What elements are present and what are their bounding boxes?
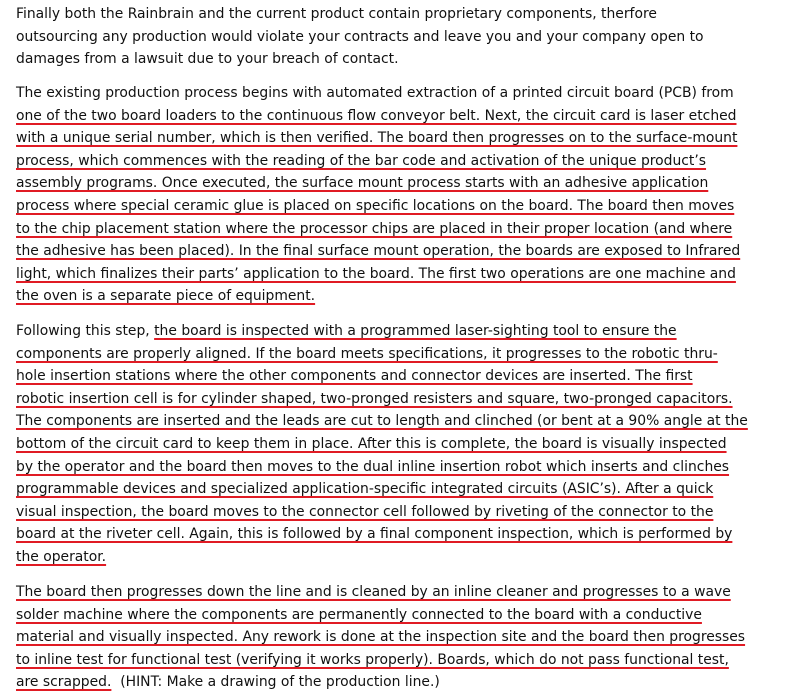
text-line bbox=[16, 105, 740, 128]
text-line bbox=[16, 285, 740, 308]
underlined-text: bottom of the circuit card to keep them in place. After this is complete, the board is visually inspected bbox=[16, 435, 727, 452]
underlined-text: The components are inserted and the leads are cut to length and clinched (or bent at a 90% angle at the bbox=[16, 413, 748, 430]
text-line bbox=[16, 456, 748, 479]
plain-text: damages from a lawsuit due to your breach of contact. bbox=[16, 51, 399, 68]
underlined-text: are scrapped. bbox=[16, 674, 112, 691]
text-line bbox=[16, 478, 748, 501]
underlined-text: to the chip placement station where the processor chips are placed in their proper location (and where bbox=[16, 220, 733, 237]
text-line bbox=[16, 433, 748, 456]
text-line bbox=[16, 581, 745, 604]
underlined-text: to inline test for functional test (verifying it works properly). Boards, which do not pass functional test, bbox=[16, 651, 729, 668]
underlined-text: process where special ceramic glue is placed on specific locations on the board. The board then moves bbox=[16, 197, 735, 214]
text-line bbox=[16, 604, 745, 627]
underlined-text: hole insertion stations where the other components and connector devices are inserted. The first bbox=[16, 368, 693, 385]
underlined-text: visual inspection, the board moves to the connector cell followed by riveting of the connector to the bbox=[16, 503, 714, 520]
underlined-text: light, which finalizes their parts’ application to the board. The first two operations are one machine and bbox=[16, 265, 736, 282]
text-line bbox=[16, 343, 748, 366]
text-line bbox=[16, 388, 748, 411]
text-line bbox=[16, 127, 740, 150]
paragraph-production-process bbox=[16, 82, 740, 308]
plain-text: Following this step, bbox=[16, 323, 155, 339]
text-line bbox=[16, 501, 748, 524]
underlined-text: the operator. bbox=[16, 548, 107, 565]
plain-text: The existing production process begins with automated extraction of a printed circuit board (PCB) from bbox=[16, 85, 734, 101]
underlined-text: assembly programs. Once executed, the surface mount process starts with an adhesive application bbox=[16, 175, 709, 192]
underlined-text: the adhesive has been placed). In the final surface mount operation, the boards are exposed to Infrared bbox=[16, 243, 741, 260]
plain-text: Finally both the Rainbrain and the current product contain proprietary components, therfore bbox=[16, 6, 657, 22]
text-line bbox=[16, 365, 748, 388]
paragraph-outsourcing bbox=[16, 3, 704, 71]
text-line bbox=[16, 240, 740, 263]
hint-text: (HINT: Make a drawing of the production line.) bbox=[111, 674, 440, 691]
underlined-text: robotic insertion cell is for cylinder shaped, two-pronged resisters and square, two-pronged capacitors. bbox=[16, 390, 733, 407]
underlined-text: The board then progresses down the line and is cleaned by an inline cleaner and progresses to a wave bbox=[16, 584, 731, 600]
underlined-text: programmable devices and specialized application-specific integrated circuits (ASIC’s). After a quick bbox=[16, 481, 714, 498]
text-line bbox=[16, 546, 748, 569]
underlined-text: by the operator and the board then moves to the dual inline insertion robot which inserts and clinches bbox=[16, 458, 730, 475]
text-line bbox=[16, 410, 748, 433]
underlined-text: process, which commences with the reading of the bar code and activation of the unique product’s bbox=[16, 152, 707, 169]
underlined-text: the oven is a separate piece of equipment. bbox=[16, 288, 316, 305]
paragraph-wave-solder bbox=[16, 581, 745, 694]
text-line bbox=[16, 3, 704, 26]
text-line bbox=[16, 48, 704, 71]
text-line bbox=[16, 26, 704, 49]
text-line bbox=[16, 150, 740, 173]
underlined-text: components are properly aligned. If the board meets specifications, it progresses to the robotic thru- bbox=[16, 345, 718, 362]
underlined-text: with a unique serial number, which is then verified. The board then progresses on to the surface-mount bbox=[16, 130, 738, 147]
paragraph-inspection bbox=[16, 320, 748, 569]
text-line bbox=[16, 82, 740, 105]
underlined-text: solder machine where the components are permanently connected to the board with a conductive bbox=[16, 606, 702, 623]
text-line bbox=[16, 320, 748, 343]
underlined-text: the board is inspected with a programmed laser-sighting tool to ensure the bbox=[154, 323, 677, 339]
text-line bbox=[16, 218, 740, 241]
text-line bbox=[16, 195, 740, 218]
text-line bbox=[16, 263, 740, 286]
plain-text: outsourcing any production would violate your contracts and leave you and your company open to bbox=[16, 28, 704, 45]
text-line bbox=[16, 626, 745, 649]
underlined-text: board at the riveter cell. Again, this is followed by a final component inspection, which is performed by bbox=[16, 526, 733, 543]
text-line bbox=[16, 523, 748, 546]
text-line bbox=[16, 172, 740, 195]
underlined-text: one of the two board loaders to the continuous flow conveyor belt. Next, the circuit card is laser etched bbox=[16, 107, 737, 124]
underlined-text: material and visually inspected. Any rework is done at the inspection site and the board then progresses bbox=[16, 629, 746, 646]
text-line bbox=[16, 649, 745, 672]
text-line bbox=[16, 671, 745, 694]
